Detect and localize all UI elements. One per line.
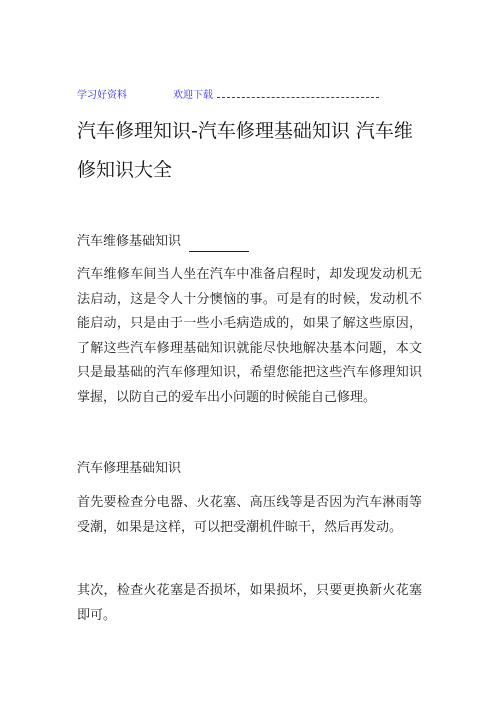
header-right-text: 欢迎下载	[173, 90, 213, 101]
body-paragraph: 汽车维修车间当人坐在汽车中准备启程时，却发现发动机无法启动，这是令人十分懊恼的事。可是有的时候，发动机不能启动，只是由于一些小毛病造成的，如果了解这些原因，了解这些汽车修理基础知识就能尽快地解决基本问题，本文只是最基础的汽车修理知识，希望您能把这些汽车修理知识掌握，以防自己的爱车出小问题的时候能自己修理。	[77, 267, 422, 405]
section-heading	[77, 232, 249, 252]
body-paragraph: 其次，检查火花塞是否损坏，如果损坏，只要更换新火花塞即可。	[77, 583, 422, 623]
fill-in-blank-line	[189, 237, 249, 252]
section-heading-text: 汽车维修基础知识	[77, 234, 182, 249]
header-dashed-rule	[217, 91, 379, 98]
section-heading: 汽车修理基础知识	[77, 461, 182, 476]
document-title: 汽车修理知识-汽车修理基础知识 汽车维修知识大全	[77, 120, 413, 181]
page-header	[77, 86, 379, 101]
body-paragraph: 首先要检查分电器、火花塞、高压线等是否因为汽车淋雨等受潮，如果是这样，可以把受潮机件晾干，然后再发动。	[77, 495, 422, 535]
header-left-text: 学习好资料	[77, 90, 127, 101]
